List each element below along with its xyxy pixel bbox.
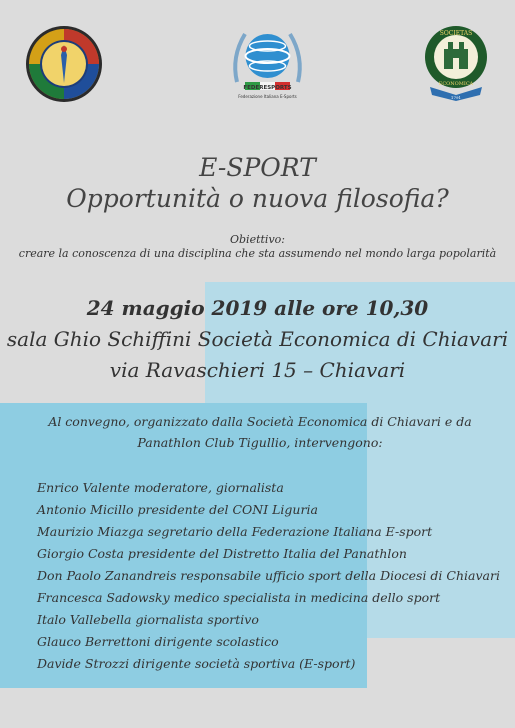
page-title: E-SPORT [199,153,316,182]
societa-economica-chiavari-logo [424,25,488,103]
page-subtitle: Opportunità o nuova filosofia? [66,184,449,213]
event-date: 24 maggio 2019 alle ore 10,30 [86,296,429,320]
speaker-item: Antonio Micillo presidente del CONI Liguria [37,502,318,517]
speaker-item: Davide Strozzi dirigente società sportiva (E-sport) [37,656,356,671]
panathlon-club-tigullio-logo [25,25,103,103]
speaker-item: Glauco Berrettoni dirigente scolastico [37,634,279,649]
intro-text [40,411,480,453]
speaker-item: Francesca Sadowsky medico specialista in medicina dello sport [37,590,441,605]
speaker-item: Giorgio Costa presidente del Distretto Italia del Panathlon [37,546,407,561]
intro-line-2: Panathlon Club Tigullio, intervengono: [137,435,383,450]
federesports-logo-text: FEDERESPORTS [243,85,292,91]
speaker-item: Don Paolo Zanandreis responsabile ufficio sport della Diocesi di Chiavari [37,568,500,583]
speaker-item: Italo Vallebella giornalista sportivo [37,612,259,627]
event-address: via Ravaschieri 15 – Chiavari [109,358,406,382]
objective-text: creare la conoscenza di una disciplina che sta assumendo nel mondo larga popolarità [18,247,497,260]
speaker-item: Enrico Valente moderatore, giornalista [37,480,284,495]
federesports-logo-subtitle: Federazione Italiana E-Sports [238,94,297,99]
speaker-list [37,477,500,675]
event-venue: sala Ghio Schiffini Società Economica di Chiavari [6,327,509,351]
objective-label: Obiettivo: [230,233,285,246]
logo-top-text: SOCIETAS [439,30,473,37]
logo-bottom-text: ECONOMICA [438,81,474,87]
speaker-item: Maurizio Miazga segretario della Federazione Italiana E-sport [37,524,433,539]
logo-year: 1791 [450,95,462,100]
federesports-logo [225,22,310,104]
intro-line-1: Al convegno, organizzato dalla Società Economica di Chiavari e da [48,414,472,429]
